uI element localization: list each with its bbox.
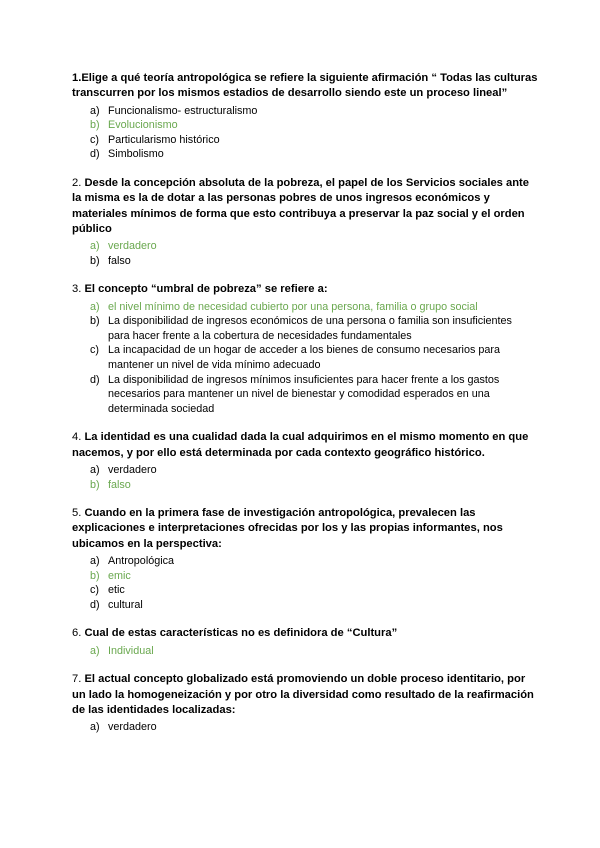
option-letter: b) — [90, 254, 100, 267]
question-text — [72, 430, 540, 461]
option-a — [72, 554, 540, 569]
option-letter: a) — [90, 240, 100, 253]
question-number: 7. — [72, 673, 82, 686]
question-number: 4. — [72, 431, 82, 444]
option-b — [72, 254, 540, 269]
option-letter: a) — [90, 644, 100, 657]
option-letter: b) — [90, 315, 100, 328]
question-statement: El concepto “umbral de pobreza” se refiere a: — [84, 283, 328, 296]
option-letter: a) — [90, 463, 100, 476]
option-text: Antropológica — [108, 555, 175, 568]
option-text: cultural — [108, 598, 143, 611]
option-text: emic — [108, 569, 131, 582]
option-d — [72, 373, 540, 417]
question-5 — [72, 506, 540, 612]
option-d — [72, 147, 540, 162]
option-text: falso — [108, 254, 131, 267]
option-a-correct — [72, 644, 540, 659]
option-list — [72, 463, 540, 492]
option-letter: b) — [90, 478, 100, 491]
question-text — [72, 71, 540, 102]
question-text — [72, 626, 540, 641]
option-c — [72, 133, 540, 148]
question-statement: Elige a qué teoría antropológica se refiere la siguiente afirmación “ Todas las culturas transcurren por los mismos estadios de desarrollo siendo este un proceso lineal” — [72, 72, 538, 100]
option-text: Individual — [108, 644, 154, 657]
option-text: verdadero — [108, 463, 157, 476]
option-b-correct — [72, 118, 540, 133]
option-a-correct — [72, 300, 540, 315]
option-text: La incapacidad de un hogar de acceder a los bienes de consumo necesarios para mantener un nivel de vida mínimo adecuado — [108, 344, 500, 372]
option-b-correct — [72, 569, 540, 584]
option-text: Evolucionismo — [108, 119, 178, 132]
question-4 — [72, 430, 540, 492]
question-number: 5. — [72, 507, 82, 520]
question-statement: Desde la concepción absoluta de la pobreza, el papel de los Servicios sociales ante la misma es la de dotar a las personas pobres de unos ingresos económicos y materiales mínimos de forma que esto contribuya a preservar la paz social y el orden público — [72, 176, 530, 235]
option-text: verdadero — [108, 240, 157, 253]
question-1 — [72, 71, 540, 162]
option-text: etic — [108, 584, 125, 597]
option-letter: b) — [90, 119, 100, 132]
question-number: 2. — [72, 176, 82, 189]
option-c — [72, 583, 540, 598]
option-text: La disponibilidad de ingresos mínimos insuficientes para hacer frente a los gastos necesarios para mantener un nivel de bienestar y comodidad esperados en una determinada sociedad — [108, 373, 500, 415]
option-list — [72, 554, 540, 612]
option-letter: a) — [90, 104, 100, 117]
question-statement: Cuando en la primera fase de investigación antropológica, prevalecen las explicaciones e interpretaciones ofrecidas por los y las propias informantes, nos ubicamos en la perspectiva: — [72, 507, 503, 550]
option-text: Simbolismo — [108, 148, 164, 161]
option-list — [72, 239, 540, 268]
option-text: verdadero — [108, 721, 157, 734]
question-text — [72, 176, 540, 237]
option-d — [72, 598, 540, 613]
question-text — [72, 506, 540, 552]
question-number: 1. — [72, 72, 82, 84]
option-text: La disponibilidad de ingresos económicos de una persona o familia son insuficientes para hacer frente a la cobertura de necesidades fundamentales — [108, 315, 512, 342]
option-list — [72, 104, 540, 162]
question-text — [72, 282, 540, 297]
question-3 — [72, 282, 540, 416]
option-letter: a) — [90, 300, 100, 313]
option-letter: d) — [90, 373, 100, 386]
question-number: 6. — [72, 627, 82, 640]
option-letter: c) — [90, 133, 99, 146]
option-letter: a) — [90, 555, 100, 568]
option-b-correct — [72, 478, 540, 493]
question-number: 3. — [72, 283, 82, 296]
option-list — [72, 300, 540, 417]
question-text — [72, 672, 540, 718]
option-c — [72, 343, 540, 372]
option-letter: c) — [90, 584, 99, 597]
option-a-correct — [72, 239, 540, 254]
option-text: el nivel mínimo de necesidad cubierto por una persona, familia o grupo social — [108, 300, 478, 313]
question-statement: La identidad es una cualidad dada la cual adquirimos en el mismo momento en que nacemos, y por ello está determinada por cada contexto geográfico histórico. — [72, 431, 529, 459]
option-list — [72, 644, 540, 659]
option-letter: c) — [90, 344, 99, 357]
option-letter: b) — [90, 569, 100, 582]
option-text: Funcionalismo- estructuralismo — [108, 104, 258, 117]
option-list — [72, 720, 540, 735]
option-a — [72, 463, 540, 478]
question-statement: El actual concepto globalizado está promoviendo un doble proceso identitario, por un lado la homogeneización y por otro la diversidad como resultado de la reafirmación de las identidades localizadas: — [72, 673, 534, 716]
option-text: Particularismo histórico — [108, 133, 220, 146]
option-letter: a) — [90, 721, 100, 734]
question-2 — [72, 176, 540, 268]
question-7 — [72, 672, 540, 734]
option-text: falso — [108, 478, 131, 491]
option-a — [72, 720, 540, 735]
question-statement: Cual de estas características no es definidora de “Cultura” — [84, 627, 398, 640]
option-b — [72, 314, 540, 343]
option-a — [72, 104, 540, 119]
question-6 — [72, 626, 540, 658]
option-letter: d) — [90, 148, 100, 161]
option-letter: d) — [90, 598, 100, 611]
